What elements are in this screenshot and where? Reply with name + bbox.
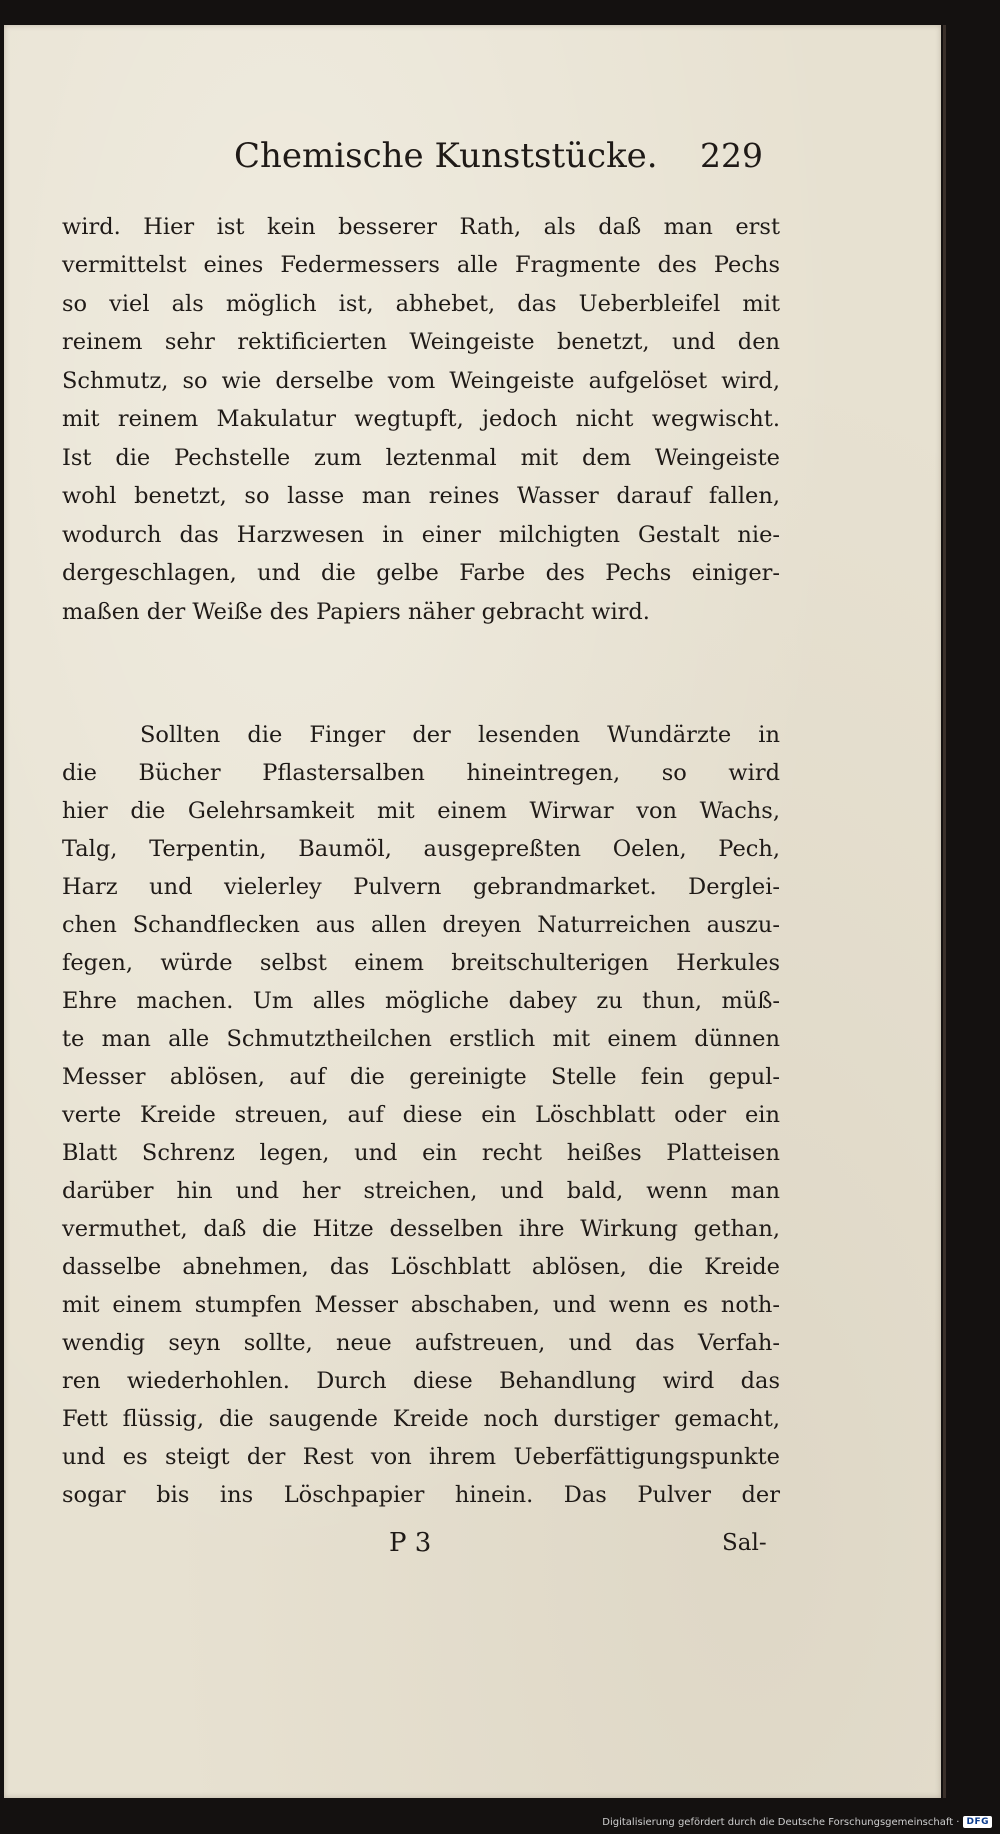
text-line: vermuthet, daß die Hitze desselben ihre Wirkung gethan, <box>62 1216 780 1242</box>
text-line: wohl benetzt, so lasse man reines Wasser darauf fallen, <box>62 483 780 509</box>
page-number: 229 <box>700 136 763 175</box>
text-line: verte Kreide streuen, auf diese ein Löschblatt oder ein <box>62 1102 780 1128</box>
text-line: wodurch das Harzwesen in einer milchigten Gestalt nie- <box>62 522 780 548</box>
text-line: mit einem stumpfen Messer abschaben, und wenn es noth- <box>62 1292 780 1318</box>
text-line: Fett flüssig, die saugende Kreide noch durstiger gemacht, <box>62 1406 780 1432</box>
running-head: Chemische Kunststücke. <box>234 136 658 176</box>
text-line: wendig seyn sollte, neue aufstreuen, und das Verfah- <box>62 1330 780 1356</box>
signature-mark: P 3 <box>389 1528 432 1558</box>
text-line: dasselbe abnehmen, das Löschblatt ablösen, die Kreide <box>62 1254 780 1280</box>
text-line: Talg, Terpentin, Baumöl, ausgepreßten Oelen, Pech, <box>62 836 780 862</box>
dfg-logo: DFG <box>963 1816 992 1828</box>
text-line: Messer ablösen, auf die gereinigte Stelle fein gepul- <box>62 1064 780 1090</box>
text-line: te man alle Schmutztheilchen erstlich mit einem dünnen <box>62 1026 780 1052</box>
digitization-footer <box>602 1812 992 1832</box>
text-line: Harz und vielerley Pulvern gebrandmarket. Derglei- <box>62 874 780 900</box>
text-line: die Bücher Pflastersalben hineintregen, so wird <box>62 760 780 786</box>
text-line: vermittelst eines Federmessers alle Fragmente des Pechs <box>62 252 780 278</box>
text-line: wird. Hier ist kein besserer Rath, als daß man erst <box>62 214 780 240</box>
text-line: ren wiederhohlen. Durch diese Behandlung wird das <box>62 1368 780 1394</box>
text-line: sogar bis ins Löschpapier hinein. Das Pulver der <box>62 1482 780 1508</box>
text-line: mit reinem Makulatur wegtupft, jedoch nicht wegwischt. <box>62 406 780 432</box>
text-line: Ehre machen. Um alles mögliche dabey zu thun, müß- <box>62 988 780 1014</box>
text-line: Ist die Pechstelle zum leztenmal mit dem Weingeiste <box>62 445 780 471</box>
text-line: dergeschlagen, und die gelbe Farbe des Pechs einiger- <box>62 560 780 586</box>
page-edge <box>943 25 946 1798</box>
footer-credit: Digitalisierung gefördert durch die Deutsche Forschungsgemeinschaft · <box>602 1816 960 1828</box>
text-line: darüber hin und her streichen, und bald, wenn man <box>62 1178 780 1204</box>
catchword: Sal- <box>722 1530 767 1556</box>
text-line: Schmutz, so wie derselbe vom Weingeiste aufgelöset wird, <box>62 368 780 394</box>
text-line: chen Schandflecken aus allen dreyen Naturreichen auszu- <box>62 912 780 938</box>
text-line: hier die Gelehrsamkeit mit einem Wirwar von Wachs, <box>62 798 780 824</box>
text-line: so viel als möglich ist, abhebet, das Ueberbleifel mit <box>62 291 780 317</box>
text-line: Sollten die Finger der lesenden Wundärzte in <box>140 722 780 748</box>
text-line: und es steigt der Rest von ihrem Ueberfättigungspunkte <box>62 1444 780 1470</box>
text-line: reinem sehr rektificierten Weingeiste benetzt, und den <box>62 329 780 355</box>
text-line: maßen der Weiße des Papiers näher gebracht wird. <box>62 599 650 625</box>
text-line: fegen, würde selbst einem breitschulterigen Herkules <box>62 950 780 976</box>
text-line: Blatt Schrenz legen, und ein recht heißes Platteisen <box>62 1140 780 1166</box>
